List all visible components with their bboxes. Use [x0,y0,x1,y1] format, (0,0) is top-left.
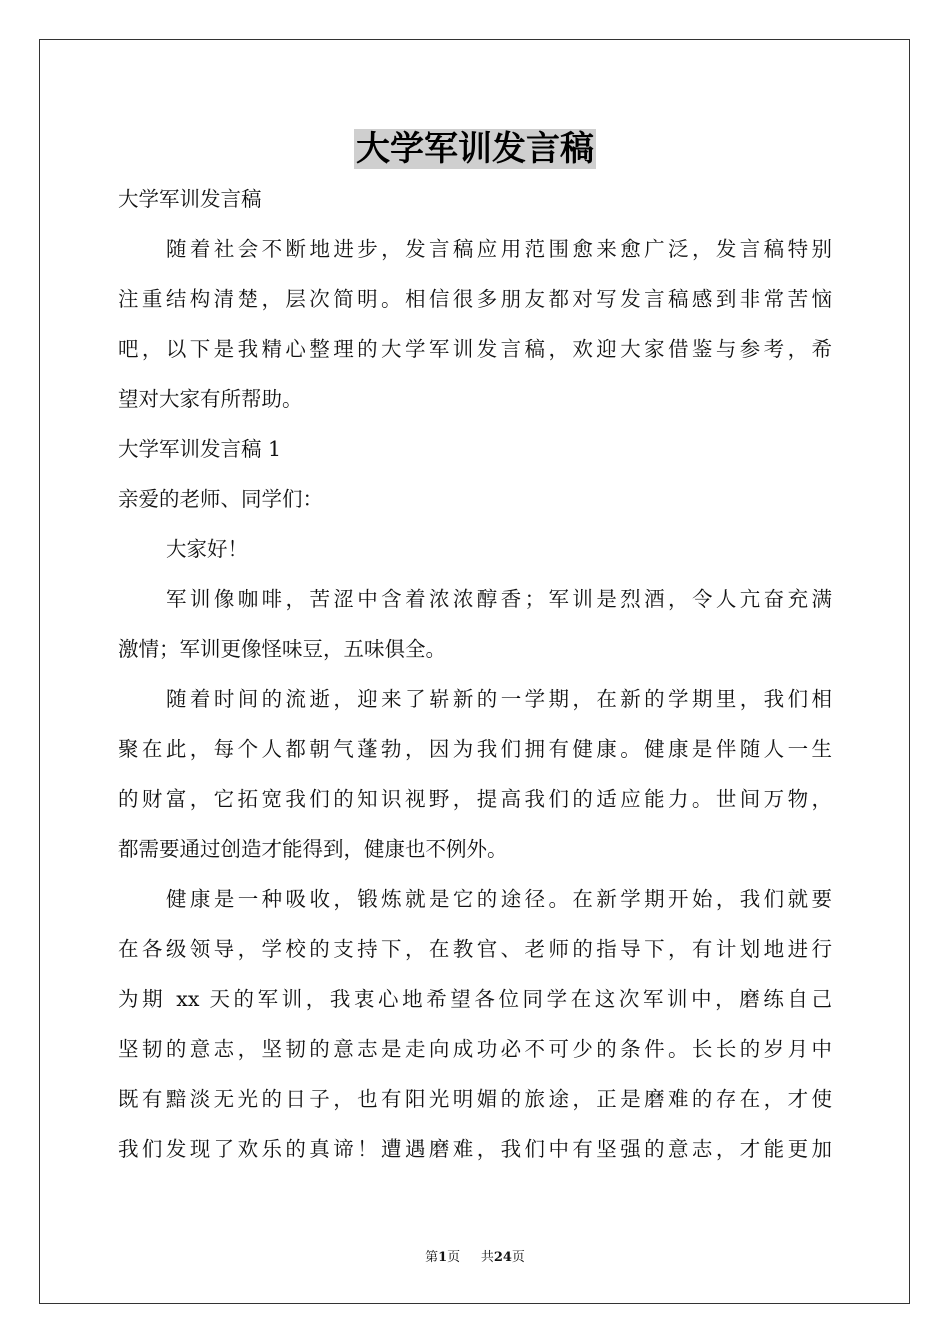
total-pages-label: 共24页 [480,1250,525,1265]
doc-line-15: 健康是一种吸收，锻炼就是它的途径。在新学期开始，我们就要 [166,887,832,911]
doc-line-4: 吧，以下是我精心整理的大学军训发言稿，欢迎大家借鉴与参考，希 [118,337,832,361]
doc-line-16: 在各级领导，学校的支持下，在教官、老师的指导下，有计划地进行 [118,937,832,961]
doc-line-1: 大学军训发言稿 [118,187,262,211]
doc-line-7: 亲爱的老师、同学们： [118,487,323,511]
doc-line-8: 大家好！ [166,537,248,561]
doc-line-14: 都需要通过创造才能得到，健康也不例外。 [118,837,508,861]
title-highlight: 大学军训发言稿 [356,129,594,169]
page-number-label: 第1页 [425,1250,461,1265]
doc-line-6: 大学军训发言稿 1 [118,437,282,461]
doc-line-5: 望对大家有所帮助。 [118,387,303,411]
doc-line-12: 聚在此，每个人都朝气蓬勃，因为我们拥有健康。健康是伴随人一生 [118,737,832,761]
doc-line-17: 为期 xx 天的军训，我衷心地希望各位同学在这次军训中，磨练自己 [118,987,832,1011]
page-border [39,39,910,1304]
doc-line-10: 激情；军训更像怪味豆，五味俱全。 [118,637,446,661]
doc-line-18: 坚韧的意志，坚韧的意志是走向成功必不可少的条件。长长的岁月中 [118,1037,832,1061]
doc-line-11: 随着时间的流逝，迎来了崭新的一学期，在新的学期里，我们相 [166,687,832,711]
page-number: 1 [438,1250,448,1265]
doc-line-3: 注重结构清楚，层次简明。相信很多朋友都对写发言稿感到非常苦恼 [118,287,832,311]
doc-line-13: 的财富，它拓宽我们的知识视野，提高我们的适应能力。世间万物， [118,787,832,811]
page-footer [0,1246,950,1265]
doc-line-2: 随着社会不断地进步，发言稿应用范围愈来愈广泛，发言稿特别 [166,237,832,261]
doc-line-19: 既有黯淡无光的日子，也有阳光明媚的旅途，正是磨难的存在，才使 [118,1087,832,1111]
doc-line-9: 军训像咖啡，苦涩中含着浓浓醇香；军训是烈酒，令人亢奋充满 [166,587,832,611]
doc-line-20: 我们发现了欢乐的真谛！遭遇磨难，我们中有坚强的意志，才能更加 [118,1137,832,1161]
document-title [0,127,950,171]
total-pages: 24 [493,1250,512,1265]
